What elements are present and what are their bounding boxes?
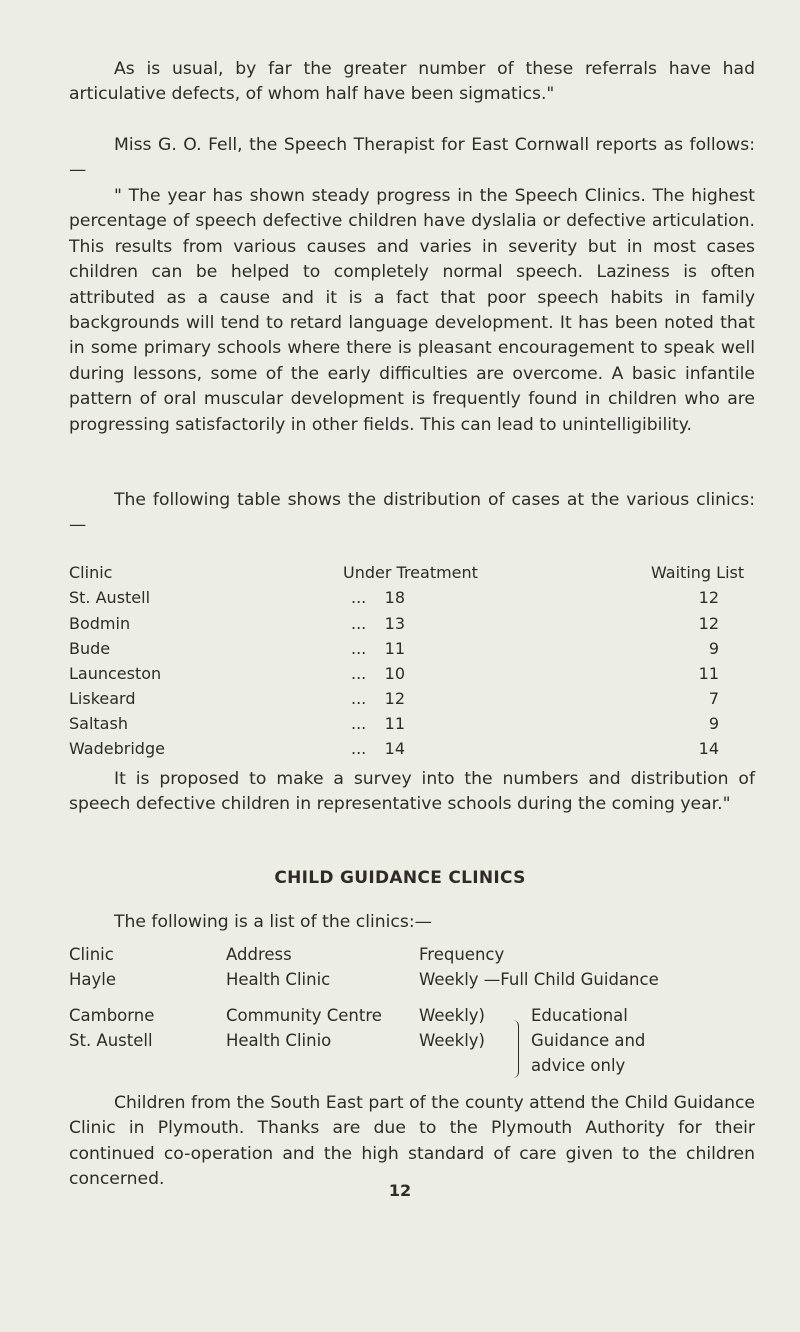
row-clinic: Bodmin [69, 614, 131, 633]
row-waiting: 7 [708, 689, 719, 708]
row-under: 18 [384, 588, 405, 607]
table-row [69, 614, 759, 638]
row-waiting: 14 [698, 739, 719, 758]
row-dots: ... [351, 664, 367, 683]
row-clinic: Liskeard [69, 689, 136, 708]
table-row [69, 664, 759, 688]
table-header-row [69, 563, 759, 587]
cg-row-clinic: Hayle [69, 970, 117, 989]
row-clinic: St. Austell [69, 588, 151, 607]
cg-row-address: Health Clinio [226, 1031, 332, 1050]
paragraph-survey: It is proposed to make a survey into the numbers and distribution of speech defective children in representative schools during the coming year." [69, 769, 755, 815]
cg-row-frequency: Weekly —Full Child Guidance [419, 970, 659, 989]
brace-note-line: advice only [531, 1056, 626, 1075]
header-clinic: Clinic [69, 563, 113, 582]
row-dots: ... [351, 588, 367, 607]
header-waiting-list: Waiting List [651, 563, 745, 582]
cg-row-address: Community Centre [226, 1006, 382, 1025]
row-waiting: 12 [698, 614, 719, 633]
row-dots: ... [351, 639, 367, 658]
row-dots: ... [351, 689, 367, 708]
paragraph-table-intro: The following table shows the distribution of cases at the various clinics:— [69, 490, 755, 536]
cg-header-clinic: Clinic [69, 945, 114, 964]
row-under: 13 [384, 614, 405, 633]
brace-bracket [510, 1020, 519, 1078]
row-waiting: 9 [708, 714, 719, 733]
brace-note-line: Educational [531, 1006, 628, 1025]
cg-row-clinic: Camborne [69, 1006, 155, 1025]
row-clinic: Saltash [69, 714, 128, 733]
table-row [69, 689, 759, 713]
cg-header-address: Address [226, 945, 292, 964]
row-waiting: 9 [708, 639, 719, 658]
row-under: 14 [384, 739, 405, 758]
cg-row-address: Health Clinic [226, 970, 331, 989]
row-dots: ... [351, 614, 367, 633]
row-clinic: Launceston [69, 664, 162, 683]
paragraph-referrals: As is usual, by far the greater number of these referrals have had articulative defects, of whom half have been sigmatics." [69, 59, 755, 105]
table-row [69, 714, 759, 738]
paragraph-clinic-list-intro: The following is a list of the clinics:— [114, 912, 432, 932]
table-row [69, 588, 759, 612]
row-under: 11 [384, 639, 405, 658]
paragraph-plymouth: Children from the South East part of the county attend the Child Guidance Clinic in Plymouth. Thanks are due to the Plymouth Authority for their continued co-operation and the high standard of care given to the children concerned. [69, 1093, 755, 1190]
paragraph-speech-report: " The year has shown steady progress in the Speech Clinics. The highest percentage of speech defective children have dyslalia or defective articulation. This results from various causes and varies in severity but in most cases children can be helped to completely normal speech. Laziness is often attributed as a cause and it is a fact that poor speech habits in family backgrounds will tend to retard language development. It has been noted that in some primary schools where there is pleasant encouragement to speak well during lessons, some of the early difficulties are overcome. A basic infantile pattern of oral muscular development is frequently found in children who are progressing satisfactorily in other fields. This can lead to unintelligibility. [69, 186, 755, 435]
row-clinic: Wadebridge [69, 739, 165, 758]
row-waiting: 11 [698, 664, 719, 683]
page-number: 12 [388, 1181, 412, 1200]
row-clinic: Bude [69, 639, 111, 658]
row-under: 10 [384, 664, 405, 683]
row-waiting: 12 [698, 588, 719, 607]
cg-row-frequency: Weekly) [419, 1006, 485, 1025]
cg-row-clinic: St. Austell [69, 1031, 153, 1050]
row-under: 11 [384, 714, 405, 733]
row-dots: ... [351, 714, 367, 733]
header-under-treatment: Under Treatment [343, 563, 478, 582]
table-row [69, 739, 759, 763]
row-dots: ... [351, 739, 367, 758]
cg-row-frequency: Weekly) [419, 1031, 485, 1050]
brace-note-line: Guidance and [531, 1031, 646, 1050]
cg-header-frequency: Frequency [419, 945, 505, 964]
section-heading: CHILD GUIDANCE CLINICS [274, 868, 526, 888]
row-under: 12 [384, 689, 405, 708]
paragraph-fell-intro: Miss G. O. Fell, the Speech Therapist for East Cornwall reports as follows:— [69, 135, 755, 181]
table-row [69, 639, 759, 663]
